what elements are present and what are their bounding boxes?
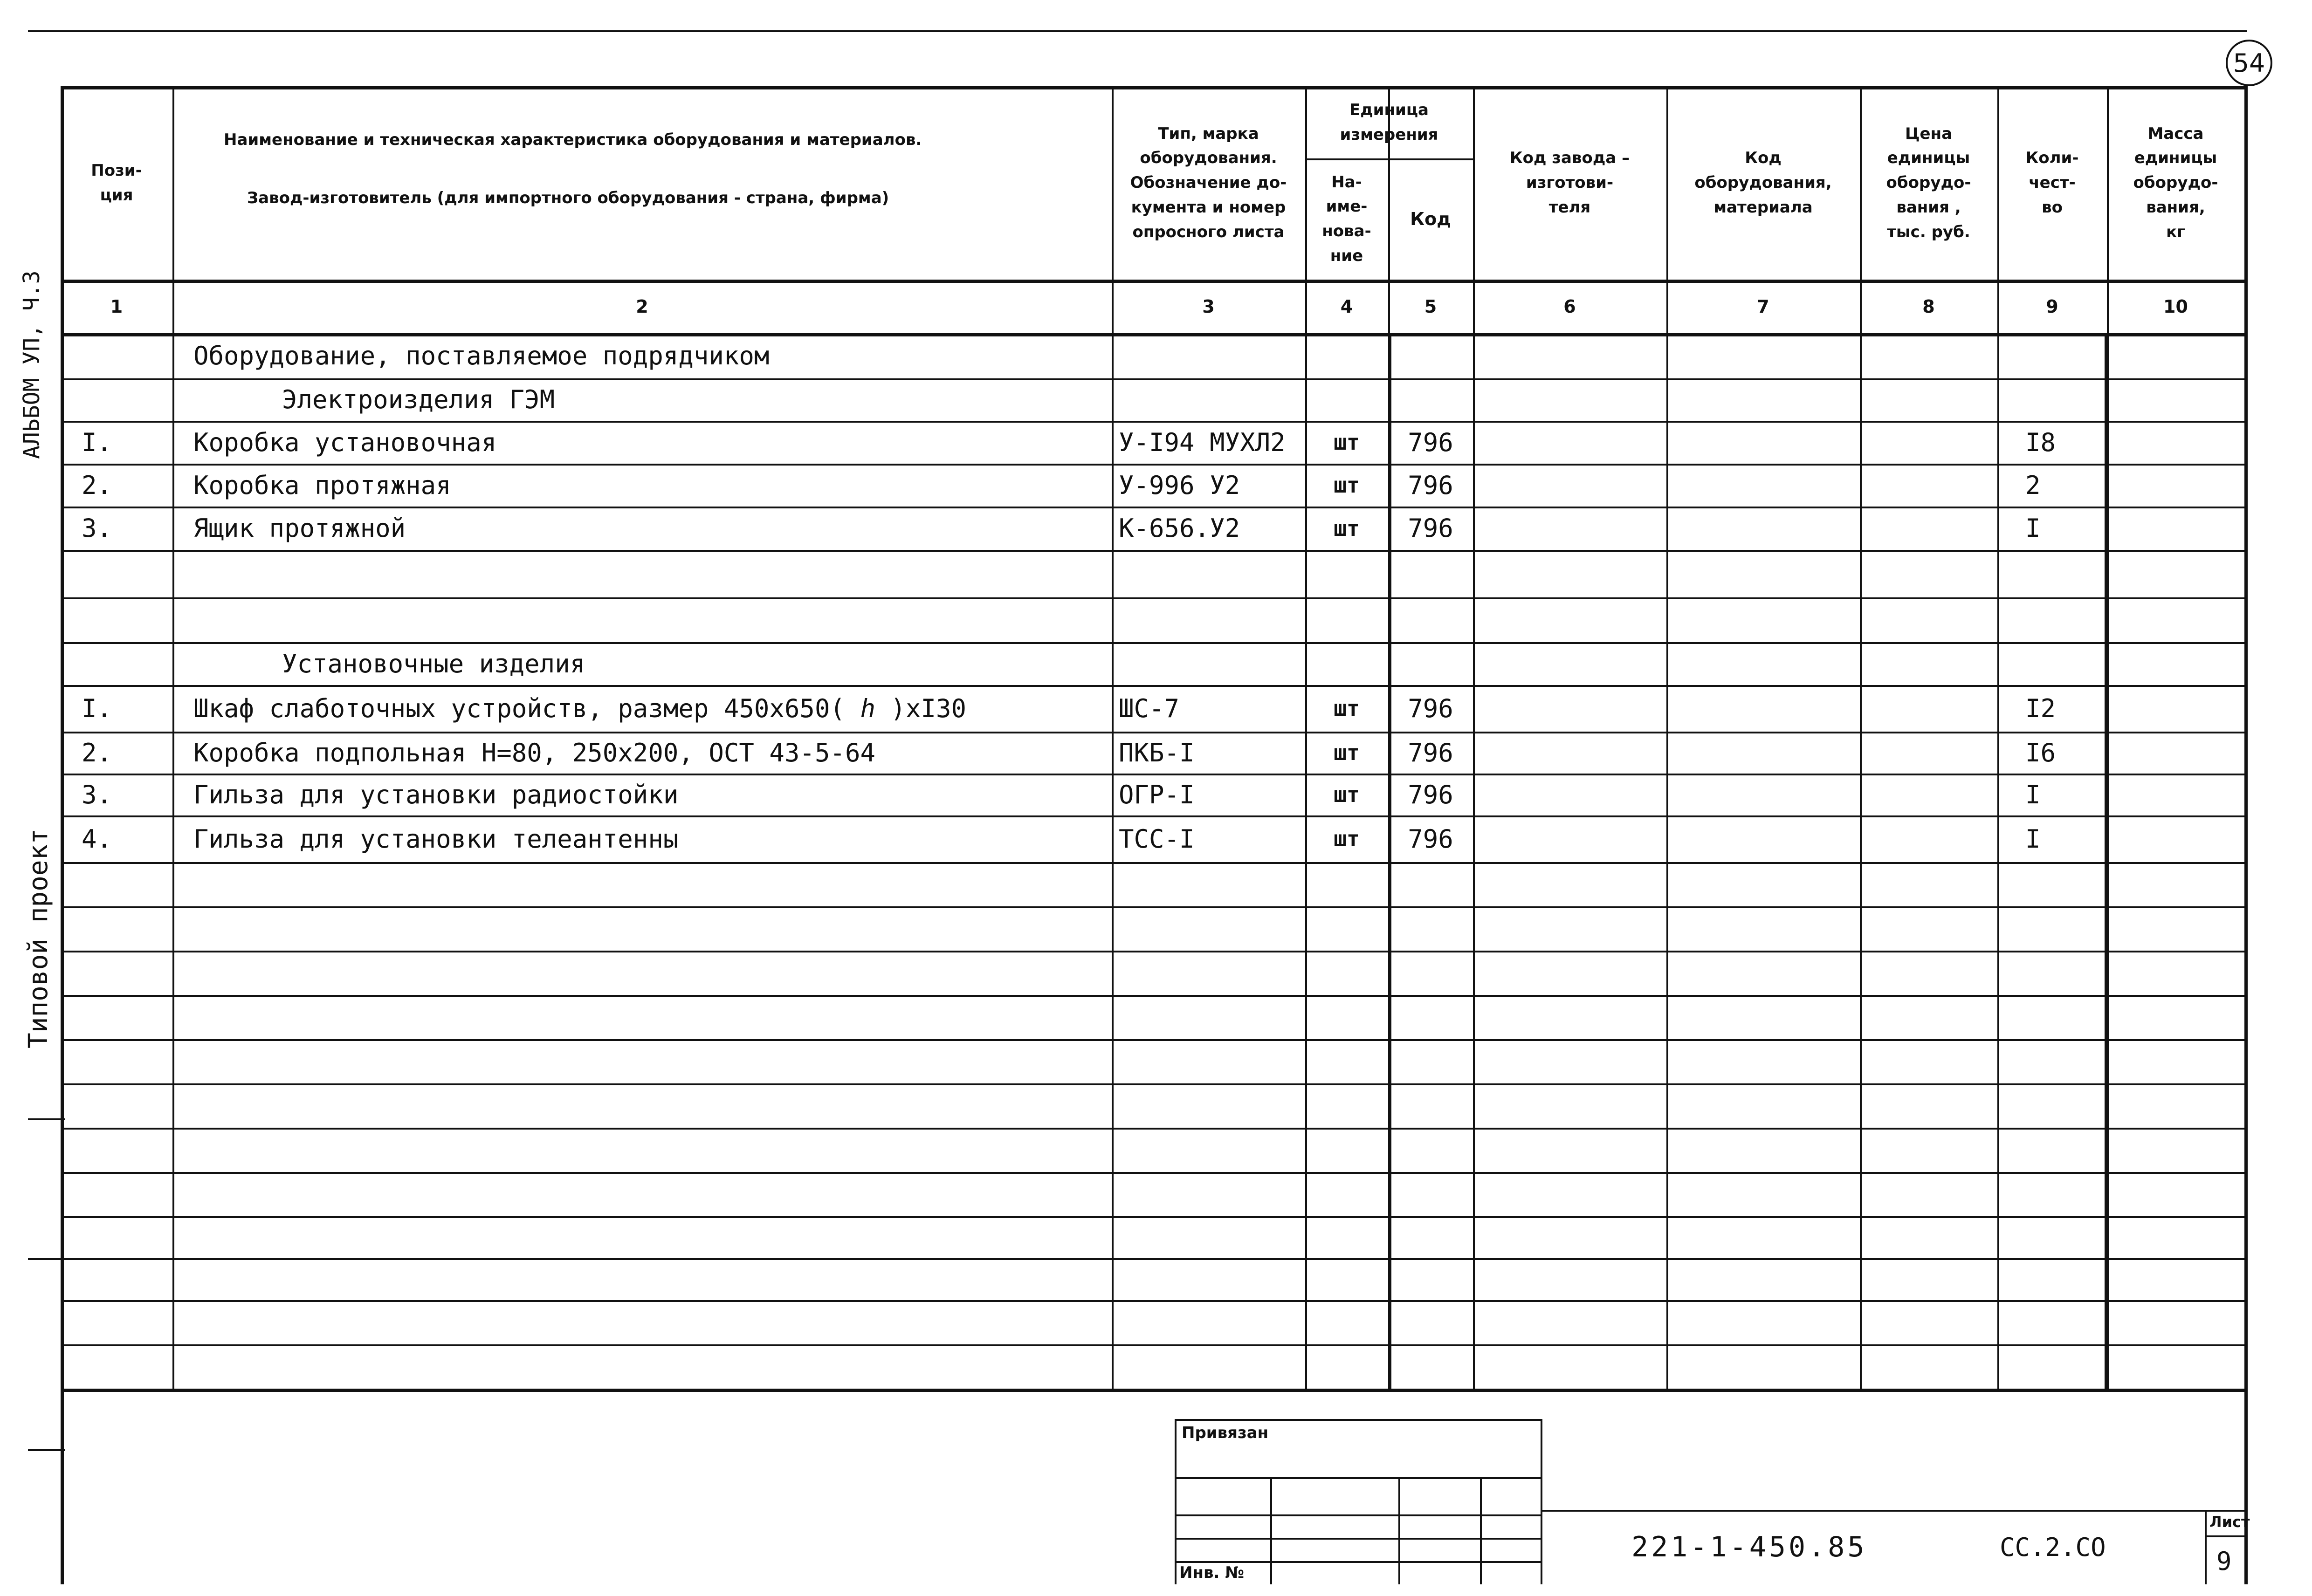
row-qty: I2 <box>2025 693 2056 723</box>
row-type: У-996 У2 <box>1119 470 1240 500</box>
stamp-list-label: Лист <box>2209 1513 2250 1531</box>
header-cell: Масса единицы оборудо- вания, кг <box>2133 124 2218 241</box>
header-cell: Код <box>1410 208 1451 229</box>
row-rule <box>61 1344 2244 1346</box>
row-unit: шт <box>1334 826 1360 851</box>
stamp-rule <box>2205 1535 2244 1537</box>
row-rule <box>61 862 2244 864</box>
row-name: Гильза для установки радиостойки <box>193 780 679 809</box>
stamp-rule <box>1175 1538 1541 1540</box>
column-number: 1 <box>110 296 123 317</box>
stamp-rule <box>1541 1419 1542 1584</box>
stamp-rule <box>1270 1477 1272 1584</box>
stamp-rule <box>1175 1419 1177 1584</box>
row-type: ТСС-I <box>1119 824 1195 854</box>
row-qty: 2 <box>2025 470 2041 500</box>
left-border <box>61 1389 64 1584</box>
row-position: 3. <box>82 514 112 543</box>
row-qty: I <box>2025 780 2041 809</box>
header-col2a: Наименование и техническая характеристика оборудования и материалов. <box>224 130 922 149</box>
row-rule <box>61 1039 2244 1041</box>
stamp-rule <box>1175 1561 1541 1563</box>
row-rule <box>61 1258 2244 1260</box>
side-project: Типовой проект <box>23 828 54 1048</box>
row-name: Электроизделия ГЭМ <box>282 385 555 414</box>
stamp-rule <box>2205 1510 2207 1584</box>
bottom-table <box>61 1389 2247 1392</box>
column-number: 5 <box>1424 296 1437 317</box>
row-unit: шт <box>1334 473 1360 498</box>
column-number: 4 <box>1340 296 1353 317</box>
row-unit: шт <box>1334 696 1360 721</box>
row-code: 796 <box>1408 470 1453 500</box>
row-rule <box>61 906 2244 908</box>
row-position: 3. <box>82 780 112 809</box>
stamp-mark: СС.2.СО <box>2000 1532 2106 1562</box>
stamp-rule <box>1175 1477 1541 1479</box>
row-name: Установочные изделия <box>282 649 585 678</box>
column-number: 10 <box>2163 296 2188 317</box>
header-cell: Тип, марка оборудования. Обозначение до- кумента и номер опросного листа <box>1130 124 1287 241</box>
column-number: 2 <box>636 296 648 317</box>
row-name: Коробка протяжная <box>193 470 451 500</box>
header-cell: Цена единицы оборудо- вания , тыс. руб. <box>1886 124 1971 241</box>
margin-tick <box>28 1449 65 1451</box>
header-cell: Код оборудования, материала <box>1694 149 1832 217</box>
row-name: Шкаф слаботочных устройств, размер 450х650( ℎ )хI30 <box>193 693 967 723</box>
column-number: 9 <box>2046 296 2058 317</box>
column-number: 3 <box>1202 296 1215 317</box>
column-number: 8 <box>1922 296 1935 317</box>
row-unit: шт <box>1334 515 1360 541</box>
row-name: Коробка установочная <box>193 427 497 457</box>
stamp-rule <box>1541 1510 2244 1512</box>
header-col2b: Завод-изготовитель (для импортного оборудования - страна, фирма) <box>247 188 889 207</box>
row-type: ШС-7 <box>1119 693 1180 723</box>
thick-box-right <box>2105 333 2108 1389</box>
row-qty: I6 <box>2025 738 2056 767</box>
row-code: 796 <box>1408 824 1453 854</box>
stamp-inv: Инв. № <box>1179 1563 1245 1582</box>
row-name: Оборудование, поставляемое подрядчиком <box>193 341 770 370</box>
stamp-doc-number: 221-1-450.85 <box>1631 1531 1867 1563</box>
header-cell: На- име- нова- ние <box>1322 172 1371 265</box>
row-type: ПКБ-I <box>1119 738 1195 767</box>
stamp-rule <box>1480 1477 1482 1584</box>
row-qty: I <box>2025 824 2041 854</box>
header-cell: Коли- чест- во <box>2025 149 2079 217</box>
margin-tick <box>28 1118 65 1120</box>
row-rule <box>61 951 2244 952</box>
row-rule <box>61 597 2244 599</box>
row-qty: I8 <box>2025 427 2056 457</box>
row-name: Коробка подпольная Н=80, 250х200, ОСТ 43-5-64 <box>193 738 875 767</box>
column-number: 7 <box>1757 296 1769 317</box>
stamp-rule <box>1398 1477 1400 1584</box>
row-rule <box>61 1128 2244 1130</box>
row-rule <box>61 1083 2244 1085</box>
row-position: 2. <box>82 738 112 767</box>
row-position: 4. <box>82 824 112 854</box>
row-name: Ящик протяжной <box>193 514 406 543</box>
row-unit: шт <box>1334 430 1360 455</box>
margin-tick <box>28 1258 65 1260</box>
stamp-privyazan: Привязан <box>1182 1424 1269 1442</box>
header-cell: Код завода – изготови- теля <box>1509 149 1630 217</box>
row-code: 796 <box>1408 427 1453 457</box>
stamp-rule <box>1175 1514 1541 1516</box>
row-rule <box>61 1300 2244 1302</box>
stamp-rule <box>1175 1419 1541 1421</box>
row-code: 796 <box>1408 693 1453 723</box>
right-border <box>2244 86 2248 1584</box>
row-code: 796 <box>1408 738 1453 767</box>
row-qty: I <box>2025 514 2041 543</box>
row-position: I. <box>82 693 112 723</box>
stamp-list-value: 9 <box>2216 1546 2232 1576</box>
row-position: I. <box>82 427 112 457</box>
row-code: 796 <box>1408 514 1453 543</box>
top-border <box>28 30 2247 32</box>
row-rule <box>61 1216 2244 1218</box>
side-album: АЛЬБОМ УП, Ч.3 <box>19 270 45 459</box>
header-cell: Пози- ция <box>91 161 142 205</box>
row-type: ОГР-I <box>1119 780 1195 809</box>
row-position: 2. <box>82 470 112 500</box>
header-cell: Единица измерения <box>1340 100 1438 144</box>
row-unit: шт <box>1334 740 1360 765</box>
row-rule <box>61 1172 2244 1174</box>
row-name: Гильза для установки телеантенны <box>193 824 679 854</box>
row-rule <box>61 995 2244 997</box>
row-code: 796 <box>1408 780 1453 809</box>
stamp-rule <box>2205 1510 2244 1512</box>
row-rule <box>61 550 2244 552</box>
column-number: 6 <box>1563 296 1576 317</box>
row-unit: шт <box>1334 782 1360 807</box>
row-type: У-I94 МУХЛ2 <box>1119 427 1286 457</box>
sheet-number: 54 <box>2226 40 2272 86</box>
row-type: К-656.У2 <box>1119 514 1240 543</box>
